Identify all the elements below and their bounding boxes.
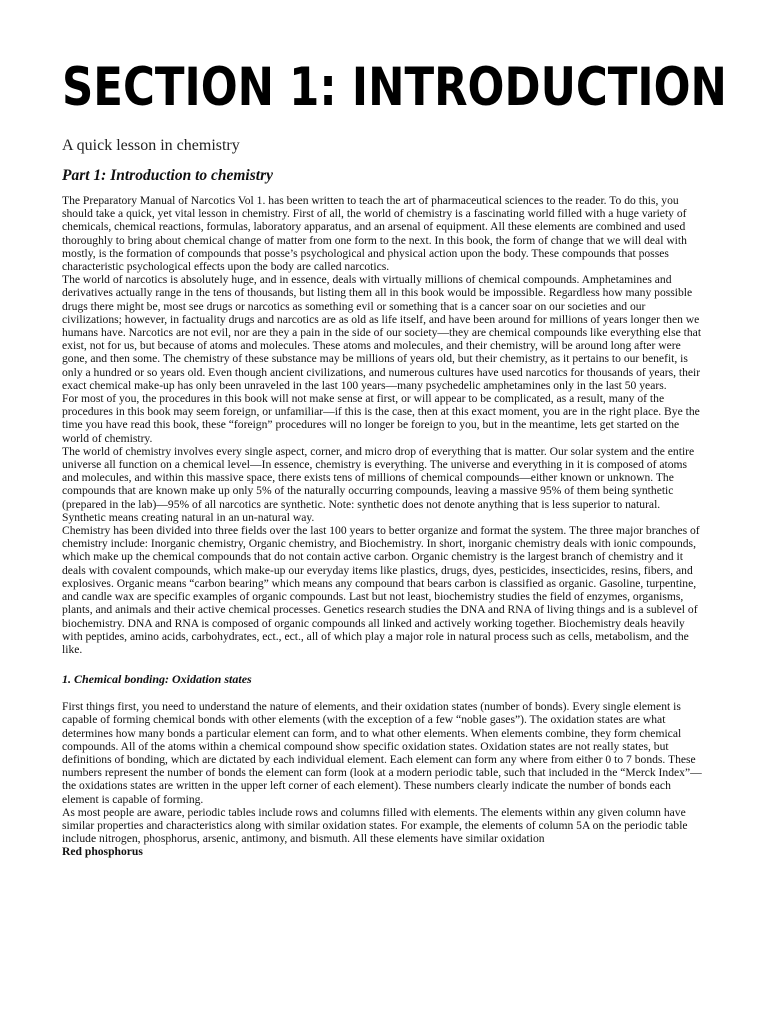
paragraph: As most people are aware, periodic tables include rows and columns filled with elements. The elements within any given column have similar properties and characteristics along with similar oxidation states. For example, the elements of column 5A on the periodic table include nitrogen, phosphorus, arsenic, antimony, and bismuth. All these elements have similar oxidation [62,805,688,846]
part-heading: Part 1: Introduction to chemistry [62,167,273,184]
section-body [62,700,706,845]
paragraph: The Preparatory Manual of Narcotics Vol 1. has been written to teach the art of pharmaceutical sciences to the reader. To do this, you should take a quick, yet vital lesson in chemistry. First of all, the world of chemistry is a fascinating world filled with a huge variety of chemicals, chemical reactions, formulas, laboratory apparatus, and an arsenal of equipment. All these elements are combined and used thoroughly to bring about chemical change of matter from one form to the next. In this book, the form of change that we will deal with mostly, is the formation of compounds that posse’s psychological and physical action upon the body. These compounds that posses characteristic psychological effects upon the body are called narcotics. [62,194,687,274]
intro-body [62,194,706,656]
paragraph: Chemistry has been divided into three fields over the last 100 years to better organize and format the system. The three major branches of chemistry include: Inorganic chemistry, Organic chemistry, and Biochemistry. In short, inorganic chemistry deals with ionic compounds, which make up the chemical compounds that do not contain active carbon. Organic chemistry is the largest branch of chemistry and it deals with covalent compounds, which make-up our everyday items like plastics, drugs, dyes, pesticides, insecticides, resins, fibers, and explosives. Organic means “carbon bearing” which means any compound that bears carbon is classified as organic. Gasoline, turpentine, and candle wax are specific examples of organic compounds. Last but not least, biochemistry studies the field of enzymes, organisms, plants, and animals and their active chemical processes. Genetics research studies the DNA and RNA of living things and is a sublevel of biochemistry. DNA and RNA is composed of organic compounds all linked and actively working together. Biochemistry deals heavily with peptides, amino acids, carbohydrates, ect., ect., all of which play a major role in natural process such as cells, metabolism, and the like. [62,524,700,656]
paragraph: The world of chemistry involves every single aspect, corner, and micro drop of everything that is matter. Our solar system and the entire universe all function on a chemical level—In essence, chemistry is everything. The universe and everything in it is composed of atoms and molecules, and within this massive space, there exists tens of millions of chemical compounds—either known or unknown. The compounds that are known make up only 5% of the naturally occurring compounds, leaving a massive 95% of them being synthetic (prepared in the lab)—95% of all narcotics are synthetic. Note: synthetic does not denote anything that is less superior to natural. Synthetic means creating natural in an un-natural way. [62,444,695,524]
subtitle: A quick lesson in chemistry [62,137,240,154]
paragraph: The world of narcotics is absolutely huge, and in essence, deals with virtually millions of chemical compounds. Amphetamines and derivatives actually range in the tens of thousands, but listing them all in this book would be impossible. Regardless how many possible drugs there might be, most see drugs or narcotics as something evil or something that is a cancer soar on our societies and our civilizations; however, in factuality drugs and narcotics are as old as life itself, and have been around for millions of years longer then we humans have. Narcotics are not evil, nor are they a pain in the side of our society—they are chemical compounds like everything else that exist, not for us, but because of atoms and molecules. These atoms and molecules, and their chemistry, will be around long after were gone, and then some. The chemistry of these substance may be millions of years old, but their chemistry, as it pertains to our benefit, is only a hundred or so years old. Even though ancient civilizations, and numerous cultures have used narcotics for thousands of years, their exact chemical make-up has only been unraveled in the last 100 years—many psychedelic amphetamines only in the last 50 years. [62,273,702,392]
paragraph: For most of you, the procedures in this book will not make sense at first, or will appear to be complicated, as a result, many of the procedures in this book may seem foreign, or unfamiliar—if this is the case, then at this exact moment, you are in the right place. Bye the time you have read this book, these “foreign” procedures will no longer be foreign to you, but in the meantime, lets get started on the world of chemistry. [62,392,700,445]
section-title: SECTION 1: INTRODUCTION [62,57,727,118]
paragraph: First things first, you need to understand the nature of elements, and their oxidation states (number of bonds). Every single element is capable of forming chemical bonds with other elements (with the exception of a few “noble gases”). The oxidation states are what determines how many bonds a particular element can form, and to what other elements. When elements combine, they form chemical compounds. All of the atoms within a chemical compound show specific oxidation states. Oxidation states are not really states, but definitions of bonding, which are dictated by each individual element. Each element can form any where from either 0 to 7 bonds. These numbers represent the number of bonds the element can form (look at a modern periodic table, such that included in the “Merck Index”—the oxidations states are written in the upper left corner of each element). These numbers clearly indicate the number of bonds each element is capable of forming. [62,700,702,806]
section-heading: 1. Chemical bonding: Oxidation states [62,672,252,687]
figure-label: Red phosphorus [62,845,143,859]
